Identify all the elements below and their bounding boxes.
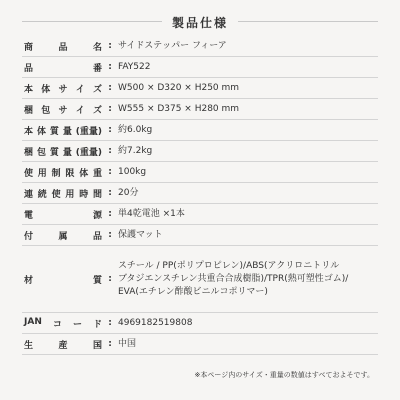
spec-label-char: 付 [24, 231, 34, 242]
spec-row-body-weight [22, 120, 378, 141]
spec-label-char: 使 [51, 189, 61, 200]
spec-label-char: 用 [65, 189, 75, 200]
spec-label-char: (重量) [75, 126, 102, 137]
spec-label-char: 量 [62, 147, 72, 158]
spec-value: 約6.0kg [118, 124, 153, 135]
spec-label-char: サ [58, 84, 68, 95]
spec-label-char: 連 [24, 189, 34, 200]
spec-label-char: 時 [79, 189, 89, 200]
colon: : [108, 104, 112, 114]
colon: : [108, 339, 112, 349]
spec-label [22, 187, 102, 200]
spec-label [22, 124, 102, 137]
spec-label-char: 体 [79, 168, 89, 179]
spec-label-char: 制 [51, 168, 61, 179]
spec-label-char: 商 [24, 42, 34, 53]
spec-value: FAY522 [118, 61, 151, 72]
footnote: ※本ページ内のサイズ・重量の数値はすべておよそです。 [194, 371, 374, 379]
spec-label-char: ズ [92, 84, 102, 95]
spec-label-char: 源 [92, 210, 102, 221]
spec-label-char: 包 [41, 105, 51, 116]
spec-label [22, 208, 102, 221]
spec-row-package-weight [22, 141, 378, 162]
spec-label-char: 重 [92, 168, 102, 179]
spec-row-product-name [22, 36, 378, 57]
spec-label-char: 属 [58, 231, 68, 242]
spec-label-char: 品 [24, 63, 34, 74]
material-line: スチール / PP(ポリプロピレン)/ABS(アクリロニトリル [118, 260, 340, 271]
material-line: ブタジエンスチレン共重合合成樹脂)/TPR(熱可塑性ゴム)/ [118, 273, 349, 284]
spec-label-char: 梱 [24, 147, 34, 158]
spec-label-char: 電 [24, 210, 34, 221]
colon: : [108, 209, 112, 219]
spec-value: 保護マット [118, 229, 163, 240]
spec-label [22, 40, 102, 53]
spec-row-body-size [22, 78, 378, 99]
spec-label-char: 質 [49, 126, 59, 137]
spec-label [22, 229, 102, 242]
spec-label-char: JAN [24, 316, 42, 327]
spec-value: 中国 [118, 338, 137, 349]
spec-label-char: 限 [65, 168, 75, 179]
spec-value: W500 × D320 × H250 mm [118, 82, 240, 93]
spec-label-char: 体 [41, 84, 51, 95]
spec-row-package-size [22, 99, 378, 120]
spec-label-char: 国 [92, 340, 102, 351]
spec-label-char: ズ [92, 105, 102, 116]
spec-label-char: ー [72, 319, 82, 330]
spec-label [22, 61, 102, 74]
spec-label-char: 体 [36, 126, 46, 137]
spec-row-weight-limit [22, 162, 378, 183]
spec-value: W555 × D375 × H280 mm [118, 103, 240, 114]
spec-label-char: ド [92, 319, 102, 330]
spec-label-char: 材 [24, 275, 34, 286]
spec-label [22, 166, 102, 179]
spec-label [22, 317, 102, 330]
spec-label-char: 産 [58, 340, 68, 351]
spec-value-material [118, 260, 378, 299]
spec-label-char: 用 [37, 168, 47, 179]
spec-label-char: 本 [24, 84, 34, 95]
spec-label-char: 包 [36, 147, 46, 158]
spec-row-accessories [22, 225, 378, 246]
spec-label-char: サ [58, 105, 68, 116]
spec-label-char: イ [75, 105, 85, 116]
spec-row-model-number [22, 57, 378, 78]
spec-label-char: 間 [92, 189, 102, 200]
colon: : [108, 146, 112, 156]
colon: : [108, 41, 112, 51]
spec-label-char: 品 [58, 42, 68, 53]
page-title: 製品仕様 [162, 14, 238, 31]
spec-row-continuous-use-time [22, 183, 378, 204]
spec-label [22, 103, 102, 116]
spec-label-char: 質 [92, 275, 102, 286]
spec-label-char: (重量) [75, 147, 102, 158]
spec-label-char: 生 [24, 340, 34, 351]
spec-value: サイドステッパー フィーア [118, 40, 227, 51]
colon: : [108, 230, 112, 240]
spec-label [22, 145, 102, 158]
spec-label-char: 本 [24, 126, 34, 137]
spec-row-power-source [22, 204, 378, 225]
colon: : [108, 188, 112, 198]
colon: : [108, 62, 112, 72]
spec-label-char: 品 [92, 231, 102, 242]
colon: : [108, 125, 112, 135]
spec-row-jan-code [22, 313, 378, 334]
spec-label-char: 続 [37, 189, 47, 200]
colon: : [108, 274, 112, 284]
spec-value: 20分 [118, 187, 139, 198]
spec-label-char: 番 [92, 63, 102, 74]
spec-label-char: 質 [49, 147, 59, 158]
spec-label-char: 使 [24, 168, 34, 179]
spec-label-char: 量 [62, 126, 72, 137]
colon: : [108, 167, 112, 177]
spec-value: 4969182519808 [118, 317, 193, 328]
spec-label [22, 82, 102, 95]
spec-label [22, 338, 102, 351]
spec-table [22, 36, 378, 355]
spec-row-country-of-origin [22, 334, 378, 355]
spec-value: 単4乾電池 ×1本 [118, 208, 185, 219]
spec-label-char: コ [52, 319, 62, 330]
spec-value: 100kg [118, 166, 147, 177]
material-line: EVA(エチレン酢酸ビニルコポリマー) [118, 286, 268, 297]
spec-row-material [22, 246, 378, 313]
spec-label-char: 梱 [24, 105, 34, 116]
spec-label [22, 273, 102, 286]
spec-value: 約7.2kg [118, 145, 153, 156]
spec-label-char: イ [75, 84, 85, 95]
spec-label-char: 名 [92, 42, 102, 53]
colon: : [108, 83, 112, 93]
colon: : [108, 318, 112, 328]
